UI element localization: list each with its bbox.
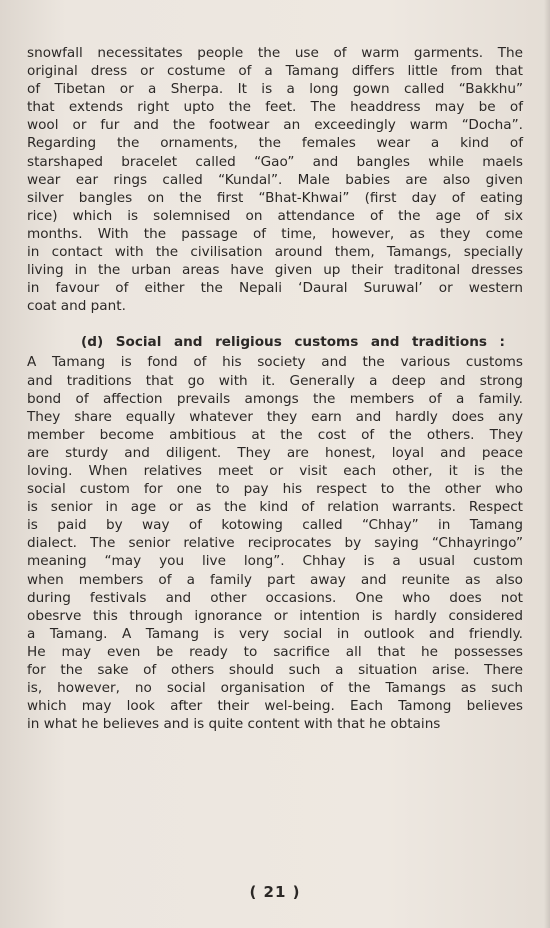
text-line: coat and pant. bbox=[27, 298, 126, 315]
text-line: is, however, no social organisation of the Tamangs as such bbox=[27, 680, 523, 697]
text-line: He may even be ready to sacrifice all that he possesses bbox=[27, 643, 523, 660]
text-line: social custom for one to pay his respect to the other who bbox=[27, 481, 523, 498]
text-line: loving. When relatives meet or visit each other, it is the bbox=[27, 462, 523, 479]
text-line: member become ambitious at the cost of the others. They bbox=[27, 426, 523, 443]
text-line: rice) which is solemnised on attendance of the age of six bbox=[27, 207, 523, 224]
text-line: wear ear rings called “Kundal”. Male babies are also given bbox=[27, 171, 523, 188]
text-line: meaning “may you live long”. Chhay is a usual custom bbox=[27, 553, 523, 570]
text-line: a Tamang. A Tamang is very social in outlook and friendly. bbox=[27, 625, 523, 642]
text-line: in what he believes and is quite content with that he obtains bbox=[27, 716, 441, 733]
text-line: for the sake of others should such a situation arise. There bbox=[27, 662, 523, 678]
text-line: that extends right upto the feet. The headdress may be of bbox=[27, 99, 523, 116]
text-line: which may look after their wel-being. Each Tamong believes bbox=[27, 698, 523, 715]
text-line: are sturdy and diligent. They are honest, loyal and peace bbox=[27, 444, 523, 461]
page-number: ( 21 ) bbox=[249, 883, 301, 901]
text-line: is senior in age or as the kind of relation warrants. Respect bbox=[27, 499, 523, 516]
text-line: living in the urban areas have given up their traditonal dresses bbox=[27, 262, 523, 279]
text-line: in favour of either the Nepali ‘Daural Suruwal’ or western bbox=[27, 280, 523, 297]
text-line: original dress or costume of a Tamang differs little from that bbox=[27, 63, 523, 80]
text-line: starshaped bracelet called “Gao” and bangles while maels bbox=[27, 153, 523, 170]
text-line: bond of affection prevails amongs the members of a family. bbox=[27, 390, 523, 407]
text-line: is paid by way of kotowing called “Chhay” in Tamang bbox=[27, 517, 523, 534]
text-line: when members of a family part away and reunite as also bbox=[27, 571, 523, 588]
text-line: obesrve this through ignorance or intention is hardly considered bbox=[27, 607, 523, 624]
paragraph-customs bbox=[27, 353, 523, 733]
text-line: A Tamang is fond of his society and the various customs bbox=[27, 354, 523, 371]
text-line: wool or fur and the footwear an exceedingly warm “Docha”. bbox=[27, 117, 523, 134]
text-line: months. With the passage of time, however, as they come bbox=[27, 225, 523, 242]
text-line: Regarding the ornaments, the females wear a kind of bbox=[27, 135, 523, 152]
text-line: silver bangles on the first “Bhat-Khwai” (first day of eating bbox=[27, 189, 523, 206]
text-line: of Tibetan or a Sherpa. It is a long gown called “Bakkhu” bbox=[27, 81, 523, 98]
text-line: during festivals and other occasions. One who does not bbox=[27, 589, 523, 606]
text-line: in contact with the civilisation around them, Tamangs, specially bbox=[27, 244, 523, 261]
text-line: They share equally whatever they earn and hardly does any bbox=[27, 408, 523, 425]
text-line: snowfall necessitates people the use of warm garments. The bbox=[27, 45, 523, 61]
page-text bbox=[27, 44, 523, 733]
paragraph-dress bbox=[27, 44, 523, 315]
text-line: dialect. The senior relative reciprocates by saying “Chhayringo” bbox=[27, 535, 523, 552]
text-line: and traditions that go with it. Generally a deep and strong bbox=[27, 372, 523, 389]
section-heading: (d) Social and religious customs and traditions : bbox=[81, 334, 505, 351]
